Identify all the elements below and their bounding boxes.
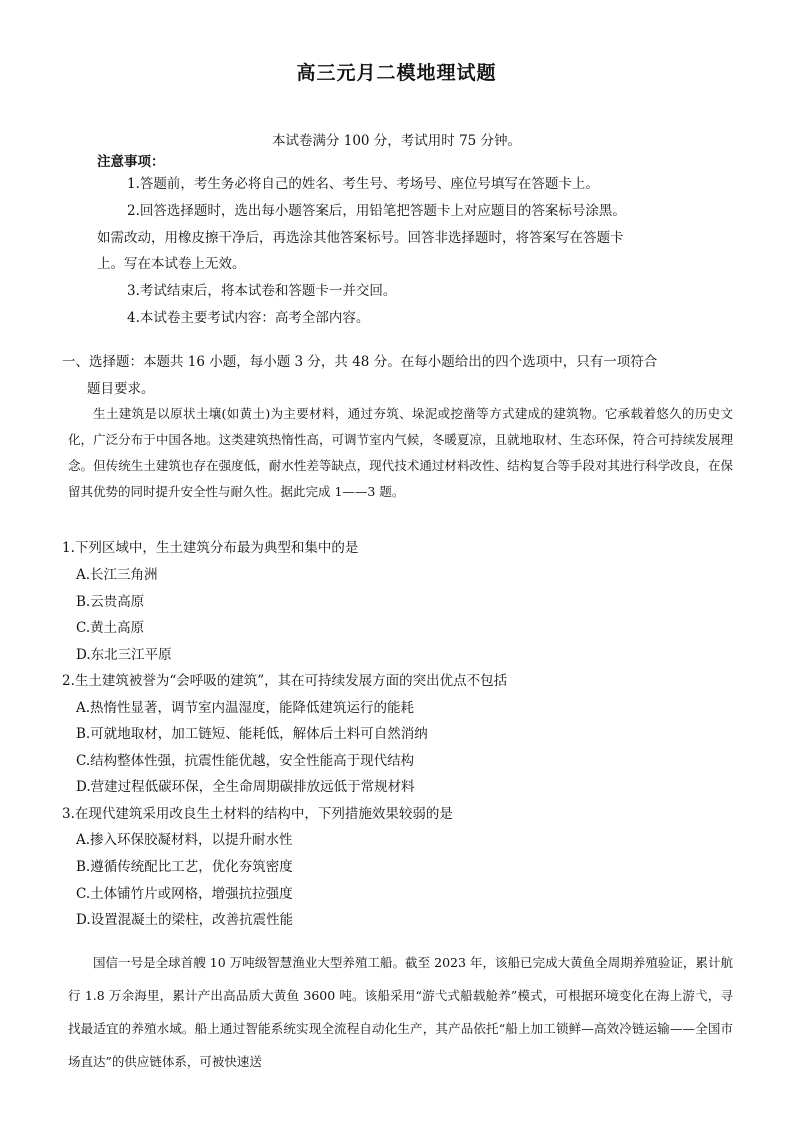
- passage-1: 生土建筑是以原状土壤(如黄土)为主要材料，通过夯筑、垛泥或挖凿等方式建成的建筑物。它承载着悠久的历史文化，广泛分布于中国各地。这类建筑热惰性高，可调节室内气候，冬暖夏凉，且就地取材、生态环保，符合可持续发展理念。但传统生土建筑也存在强度低，耐水性差等缺点，现代技术通过材料改性、结构复合等手段对其进行科学改良，在保留其优势的同时提升安全性与耐久性。据此完成 1——3 题。: [68, 406, 733, 499]
- section-heading-line-2: 题目要求。: [87, 381, 155, 397]
- exam-subtitle: 本试卷满分 100 分，考试用时 75 分钟。: [271, 133, 522, 149]
- question-1-option-c: C.黄土高原: [76, 620, 145, 636]
- notice-item-2-line-1: 2.回答选择题时，选出每小题答案后，用铅笔把答题卡上对应题目的答案标号涂黑。: [127, 203, 626, 219]
- question-1-option-a: A.长江三角洲: [76, 567, 158, 583]
- exam-title: 高三元月二模地理试题: [296, 62, 497, 84]
- question-1-option-d: D.东北三江平原: [76, 647, 172, 663]
- section-heading-line-1: 一、选择题：本题共 16 小题，每小题 3 分，共 48 分。在每小题给出的四个选项中，只有一项符合: [62, 354, 658, 370]
- question-3-option-c: C.土体铺竹片或网格，增强抗拉强度: [76, 886, 293, 902]
- question-3-option-b: B.遵循传统配比工艺，优化夯筑密度: [76, 859, 293, 875]
- question-1-option-b: B.云贵高原: [76, 594, 145, 610]
- question-1-stem: 1.下列区域中，生土建筑分布最为典型和集中的是: [62, 540, 359, 556]
- question-3-option-d: D.设置混凝土的梁柱，改善抗震性能: [76, 912, 294, 928]
- question-3-option-a: A.掺入环保胶凝材料，以提升耐水性: [76, 832, 293, 848]
- question-2-option-b: B.可就地取材，加工链短、能耗低，解体后土料可自然消纳: [76, 726, 428, 742]
- passage-2: 国信一号是全球首艘 10 万吨级智慧渔业大型养殖工船。截至 2023 年，该船已完成大黄鱼全周期养殖验证，累计航行 1.8 万余海里，累计产出高品质大黄鱼 3600 吨。该船采用“游弋式船载舱养”模式，可根据环境变化在海上游弋，寻找最适宜的养殖水域。船上通过智能系统实现全流程自动化生产，其产品依托“船上加工锁鲜—高效冷链运输——全国市场直达”的供应链体系，可被快速送: [68, 955, 733, 1069]
- question-3-stem: 3.在现代建筑采用改良生土材料的结构中，下列措施效果较弱的是: [62, 806, 453, 822]
- question-2-option-c: C.结构整体性强，抗震性能优越，安全性能高于现代结构: [76, 753, 415, 769]
- notice-item-3: 3.考试结束后，将本试卷和答题卡一并交回。: [127, 283, 397, 299]
- notice-item-4: 4.本试卷主要考试内容：高考全部内容。: [127, 310, 370, 326]
- question-2-stem: 2.生土建筑被誉为“会呼吸的建筑”，其在可持续发展方面的突出优点不包括: [62, 673, 508, 689]
- notice-item-1: 1.答题前，考生务必将自己的姓名、考生号、考场号、座位号填写在答题卡上。: [127, 176, 599, 192]
- question-2-option-a: A.热惰性显著，调节室内温湿度，能降低建筑运行的能耗: [76, 700, 415, 716]
- notice-heading: 注意事项：: [97, 154, 165, 170]
- question-2-option-d: D.营建过程低碳环保，全生命周期碳排放远低于常规材料: [76, 779, 415, 795]
- notice-item-2-line-2: 如需改动，用橡皮擦干净后，再选涂其他答案标号。回答非选择题时，将答案写在答题卡: [97, 230, 624, 246]
- notice-item-2-line-3: 上。写在本试卷上无效。: [97, 256, 246, 272]
